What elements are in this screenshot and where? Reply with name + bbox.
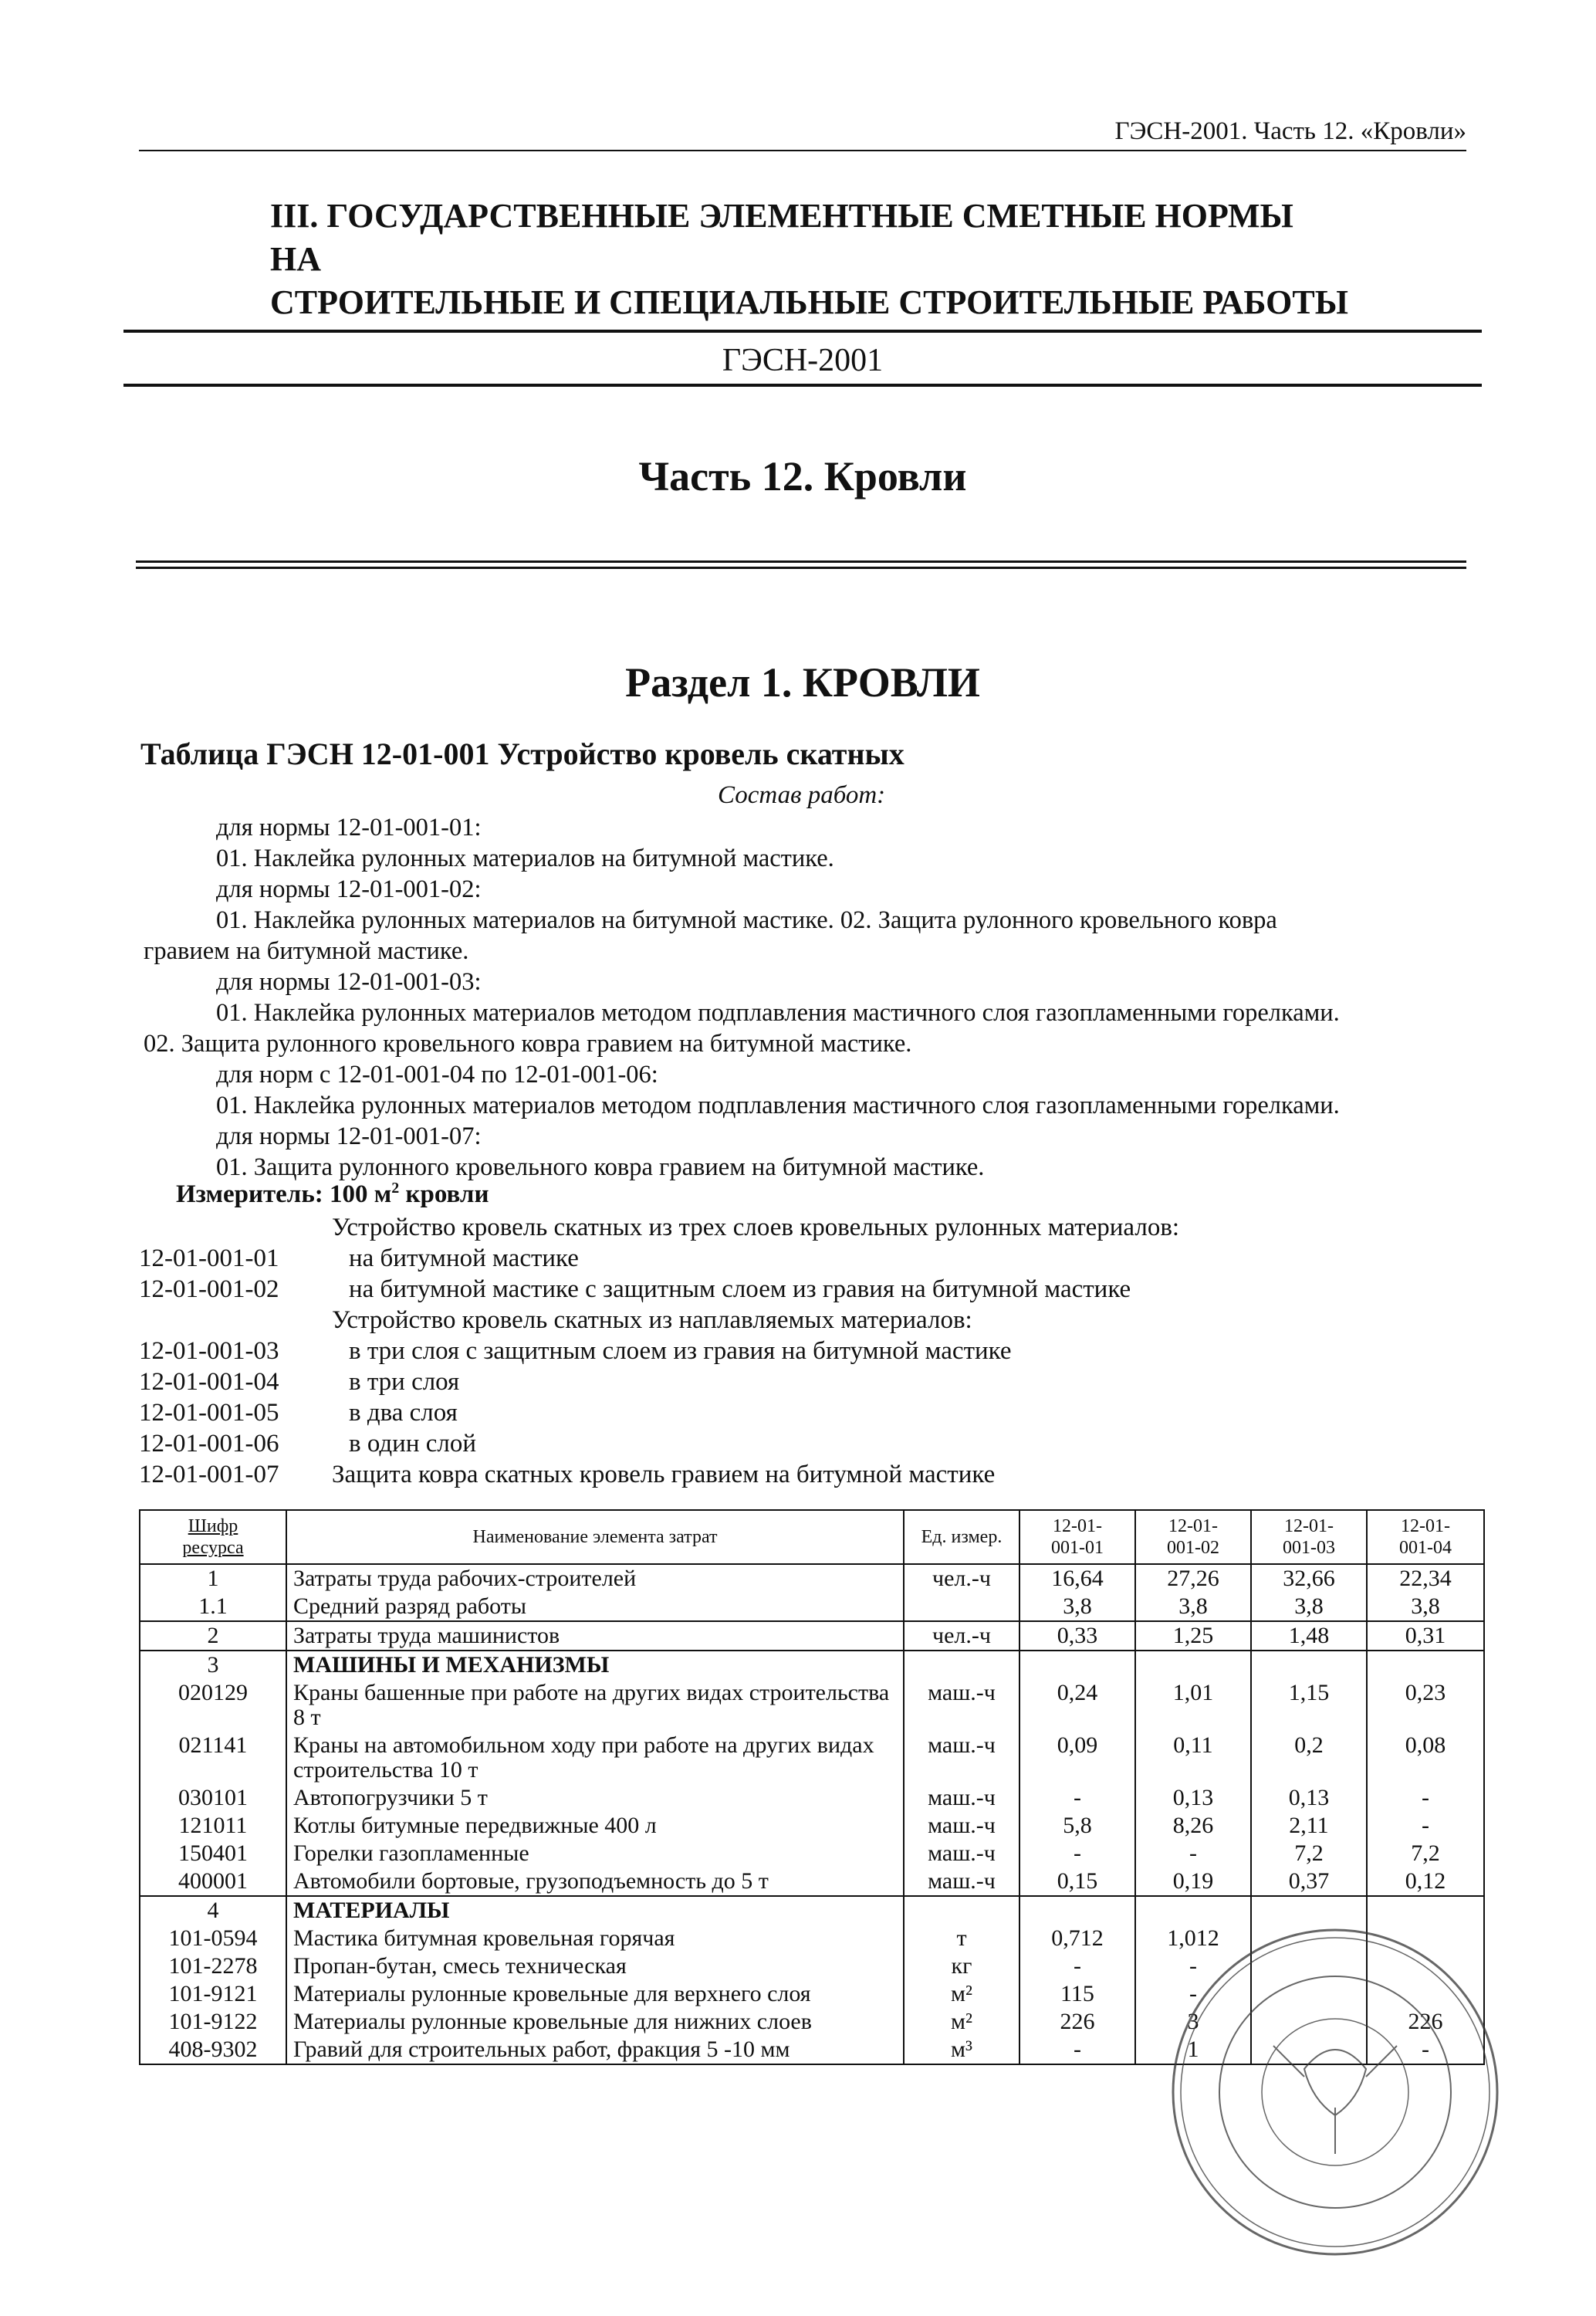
norm-code: 12-01-001-07	[139, 1461, 279, 1488]
header-norm-3: 12-01- 001-03	[1251, 1510, 1367, 1564]
cell-norm-1: 5,8	[1019, 1812, 1135, 1840]
gesn-rule-top	[123, 330, 1482, 333]
cell-norm-1	[1019, 1651, 1135, 1679]
cell-norm-4: 0,31	[1367, 1621, 1484, 1651]
gesn-label: ГЭСН-2001	[722, 343, 884, 378]
cell-code: 150401	[140, 1840, 286, 1867]
cell-name: Краны на автомобильном ходу при работе на других видах строительства 10 т	[286, 1732, 904, 1784]
work-item: 01. Наклейка рулонных материалов на битумной мастике. 02. Защита рулонного кровельного ковра	[216, 906, 1277, 934]
cell-norm-4: 3,8	[1367, 1593, 1484, 1621]
work-item: 01. Защита рулонного кровельного ковра гравием на битумной мастике.	[216, 1153, 985, 1181]
cell-unit	[904, 1593, 1019, 1621]
cell-unit: т	[904, 1925, 1019, 1952]
norm-code: 12-01-001-02	[139, 1275, 279, 1303]
cell-unit: м²	[904, 1980, 1019, 2008]
cell-norm-4: 226	[1367, 2008, 1484, 2036]
main-title	[270, 195, 1351, 324]
table-row	[140, 1732, 1484, 1784]
cell-norm-4: 0,08	[1367, 1732, 1484, 1784]
cell-norm-1: 0,09	[1019, 1732, 1135, 1784]
cell-norm-3: 32,66	[1251, 1564, 1367, 1593]
norm-code: 12-01-001-06	[139, 1430, 279, 1458]
cell-name: Затраты труда машинистов	[286, 1621, 904, 1651]
cell-norm-4: 7,2	[1367, 1840, 1484, 1867]
cell-unit: м³	[904, 2036, 1019, 2064]
work-item: 01. Наклейка рулонных материалов на битумной мастике.	[216, 845, 834, 872]
norm-code: 12-01-001-03	[139, 1337, 279, 1365]
cell-norm-3: 1,15	[1251, 1679, 1367, 1732]
part-rule-1	[136, 560, 1466, 563]
norm-text: на битумной мастике	[349, 1244, 579, 1272]
cell-code: 1	[140, 1564, 286, 1593]
cell-norm-1: 0,15	[1019, 1867, 1135, 1896]
cell-norm-3: 3,8	[1251, 1593, 1367, 1621]
cell-norm-1: 3,8	[1019, 1593, 1135, 1621]
cell-unit: маш.-ч	[904, 1784, 1019, 1812]
table-row	[140, 1651, 1484, 1679]
cell-name: МАТЕРИАЛЫ	[286, 1896, 904, 1925]
header-unit: Ед. измер.	[904, 1510, 1019, 1564]
table-row	[140, 1840, 1484, 1867]
work-item-continuation: 02. Защита рулонного кровельного ковра гравием на битумной мастике.	[144, 1030, 912, 1058]
cell-name: Материалы рулонные кровельные для верхнего слоя	[286, 1980, 904, 2008]
gesn-rule-bottom	[123, 384, 1482, 387]
cell-norm-4	[1367, 1651, 1484, 1679]
cell-norm-3: 0,13	[1251, 1784, 1367, 1812]
work-item-continuation: гравием на битумной мастике.	[144, 937, 469, 965]
work-norm-label: для нормы 12-01-001-07:	[216, 1122, 482, 1150]
work-composition-heading: Состав работ:	[718, 781, 886, 809]
table-row	[140, 1621, 1484, 1651]
header-norm-4: 12-01- 001-04	[1367, 1510, 1484, 1564]
norm-text: в один слой	[349, 1430, 477, 1458]
meter-label: Измеритель: 100 м	[176, 1180, 392, 1208]
cell-name: Затраты труда рабочих-строителей	[286, 1564, 904, 1593]
cell-unit: чел.-ч	[904, 1621, 1019, 1651]
cell-unit: м²	[904, 2008, 1019, 2036]
cell-norm-1: 0,33	[1019, 1621, 1135, 1651]
cell-code: 408-9302	[140, 2036, 286, 2064]
work-norm-label: для нормы 12-01-001-03:	[216, 968, 482, 996]
cell-unit: чел.-ч	[904, 1564, 1019, 1593]
cell-name: Горелки газопламенные	[286, 1840, 904, 1867]
cell-name: Котлы битумные передвижные 400 л	[286, 1812, 904, 1840]
meter-suffix: кровли	[399, 1180, 489, 1208]
table-row	[140, 1812, 1484, 1840]
cell-norm-3: 1,48	[1251, 1621, 1367, 1651]
cell-norm-2: 1,01	[1135, 1679, 1251, 1732]
table-row	[140, 1593, 1484, 1621]
norm-row	[139, 1428, 1482, 1459]
cell-name: Гравий для строительных работ, фракция 5 -10 мм	[286, 2036, 904, 2064]
norm-row	[139, 1366, 1482, 1397]
cell-code: 101-9121	[140, 1980, 286, 2008]
cell-code: 3	[140, 1651, 286, 1679]
main-title-line-2: СТРОИТЕЛЬНЫЕ И СПЕЦИАЛЬНЫЕ СТРОИТЕЛЬНЫЕ РАБОТЫ	[270, 283, 1348, 321]
cell-norm-1: -	[1019, 2036, 1135, 2064]
cell-norm-2: -	[1135, 1952, 1251, 1980]
official-seal	[1158, 1915, 1513, 2270]
norm-row	[139, 1336, 1482, 1366]
cell-norm-2: 1,012	[1135, 1925, 1251, 1952]
table-title: Таблица ГЭСН 12-01-001 Устройство кровель скатных	[140, 736, 905, 771]
work-item: 01. Наклейка рулонных материалов методом подплавления мастичного слоя газопламенными горелками.	[216, 1092, 1340, 1119]
cell-norm-1: 115	[1019, 1980, 1135, 2008]
cell-norm-2: 0,19	[1135, 1867, 1251, 1896]
cell-unit: маш.-ч	[904, 1840, 1019, 1867]
norm-row	[139, 1243, 1482, 1274]
cell-norm-4: 0,12	[1367, 1867, 1484, 1896]
cell-name: Мастика битумная кровельная горячая	[286, 1925, 904, 1952]
cell-norm-2: 3	[1135, 2008, 1251, 2036]
cell-norm-1: 0,712	[1019, 1925, 1135, 1952]
cell-name: Материалы рулонные кровельные для нижних слоев	[286, 2008, 904, 2036]
cell-name: МАШИНЫ И МЕХАНИЗМЫ	[286, 1651, 904, 1679]
cell-norm-2	[1135, 1651, 1251, 1679]
cell-code: 121011	[140, 1812, 286, 1840]
header-norm-1: 12-01- 001-01	[1019, 1510, 1135, 1564]
norm-row	[139, 1397, 1482, 1428]
work-norm-label: для нормы 12-01-001-01:	[216, 814, 482, 841]
cell-code: 101-0594	[140, 1925, 286, 1952]
work-item: 01. Наклейка рулонных материалов методом подплавления мастичного слоя газопламенными горелками.	[216, 999, 1340, 1027]
cell-code: 400001	[140, 1867, 286, 1896]
cell-norm-4: -	[1367, 2036, 1484, 2064]
norm-code: 12-01-001-04	[139, 1368, 279, 1396]
cell-unit: маш.-ч	[904, 1867, 1019, 1896]
header-code: Шифр ресурса	[140, 1510, 286, 1564]
table-row	[140, 1679, 1484, 1732]
cell-norm-4: -	[1367, 1812, 1484, 1840]
cell-norm-2: 0,11	[1135, 1732, 1251, 1784]
cell-norm-3: 0,37	[1251, 1867, 1367, 1896]
cell-code: 4	[140, 1896, 286, 1925]
work-norm-label: для норм с 12-01-001-04 по 12-01-001-06:	[216, 1061, 658, 1089]
cell-name: Пропан-бутан, смесь техническая	[286, 1952, 904, 1980]
norm-text: Защита ковра скатных кровель гравием на битумной мастике	[332, 1461, 996, 1488]
cell-unit: маш.-ч	[904, 1732, 1019, 1784]
cell-norm-1: 226	[1019, 2008, 1135, 2036]
cell-unit	[904, 1651, 1019, 1679]
cell-norm-1: -	[1019, 1840, 1135, 1867]
cell-norm-3: 2,11	[1251, 1812, 1367, 1840]
cell-norm-2: 8,26	[1135, 1812, 1251, 1840]
cell-norm-1: 0,24	[1019, 1679, 1135, 1732]
table-row	[140, 1867, 1484, 1896]
norm-text: на битумной мастике с защитным слоем из гравия на битумной мастике	[349, 1275, 1131, 1303]
norm-text: в три слоя с защитным слоем из гравия на битумной мастике	[349, 1337, 1012, 1365]
cell-norm-2: 0,13	[1135, 1784, 1251, 1812]
header-norm-2: 12-01- 001-02	[1135, 1510, 1251, 1564]
meter-sup: 2	[391, 1180, 400, 1197]
cell-name: Автомобили бортовые, грузоподъемность до 5 т	[286, 1867, 904, 1896]
cell-unit: маш.-ч	[904, 1812, 1019, 1840]
table-row	[140, 1784, 1484, 1812]
cell-norm-2: 3,8	[1135, 1593, 1251, 1621]
norm-group-heading: Устройство кровель скатных из трех слоев кровельных рулонных материалов:	[332, 1214, 1180, 1241]
cell-code: 101-2278	[140, 1952, 286, 1980]
cell-unit: кг	[904, 1952, 1019, 1980]
table-row	[140, 1564, 1484, 1593]
cell-unit	[904, 1896, 1019, 1925]
cell-name: Краны башенные при работе на других видах строительства 8 т	[286, 1679, 904, 1732]
cell-unit: маш.-ч	[904, 1679, 1019, 1732]
cell-norm-4: 0,23	[1367, 1679, 1484, 1732]
work-norm-label: для нормы 12-01-001-02:	[216, 875, 482, 903]
cell-code: 020129	[140, 1679, 286, 1732]
norm-group-heading: Устройство кровель скатных из наплавляемых материалов:	[332, 1306, 972, 1334]
cell-norm-1: -	[1019, 1784, 1135, 1812]
part-rule-2	[136, 567, 1466, 569]
cell-norm-2: 27,26	[1135, 1564, 1251, 1593]
main-title-line-1: III. ГОСУДАРСТВЕННЫЕ ЭЛЕМЕНТНЫЕ СМЕТНЫЕ НОРМЫ НА	[270, 197, 1293, 278]
cell-norm-3	[1251, 1651, 1367, 1679]
cell-norm-4: -	[1367, 1784, 1484, 1812]
cell-code: 1.1	[140, 1593, 286, 1621]
norm-row	[139, 1274, 1482, 1305]
cell-norm-3: 7,2	[1251, 1840, 1367, 1867]
measurement-unit	[176, 1180, 489, 1209]
norm-code: 12-01-001-01	[139, 1244, 279, 1272]
norms-list	[139, 1212, 1482, 1490]
cell-code: 2	[140, 1621, 286, 1651]
cell-norm-2: 1	[1135, 2036, 1251, 2064]
work-composition	[144, 812, 1466, 1183]
cell-norm-4: 22,34	[1367, 1564, 1484, 1593]
part-title: Часть 12. Кровли	[638, 453, 967, 499]
cell-name: Автопогрузчики 5 т	[286, 1784, 904, 1812]
norm-row	[139, 1459, 1482, 1490]
norm-text: в три слоя	[349, 1368, 460, 1396]
cell-norm-1: 16,64	[1019, 1564, 1135, 1593]
cell-code: 030101	[140, 1784, 286, 1812]
cell-norm-2: -	[1135, 1980, 1251, 2008]
cell-norm-1	[1019, 1896, 1135, 1925]
cell-name: Средний разряд работы	[286, 1593, 904, 1621]
cell-norm-2: -	[1135, 1840, 1251, 1867]
header-name: Наименование элемента затрат	[286, 1510, 904, 1564]
norm-code: 12-01-001-05	[139, 1399, 279, 1427]
cell-norm-2: 1,25	[1135, 1621, 1251, 1651]
cell-code: 021141	[140, 1732, 286, 1784]
running-header: ГЭСН-2001. Часть 12. «Кровли»	[1114, 117, 1466, 145]
norm-text: в два слоя	[349, 1399, 458, 1427]
cell-code: 101-9122	[140, 2008, 286, 2036]
table-header-row	[140, 1510, 1484, 1564]
cell-norm-3: 0,2	[1251, 1732, 1367, 1784]
header-rule	[139, 150, 1466, 151]
cell-norm-1: -	[1019, 1952, 1135, 1980]
section-title: Раздел 1. КРОВЛИ	[625, 659, 980, 706]
